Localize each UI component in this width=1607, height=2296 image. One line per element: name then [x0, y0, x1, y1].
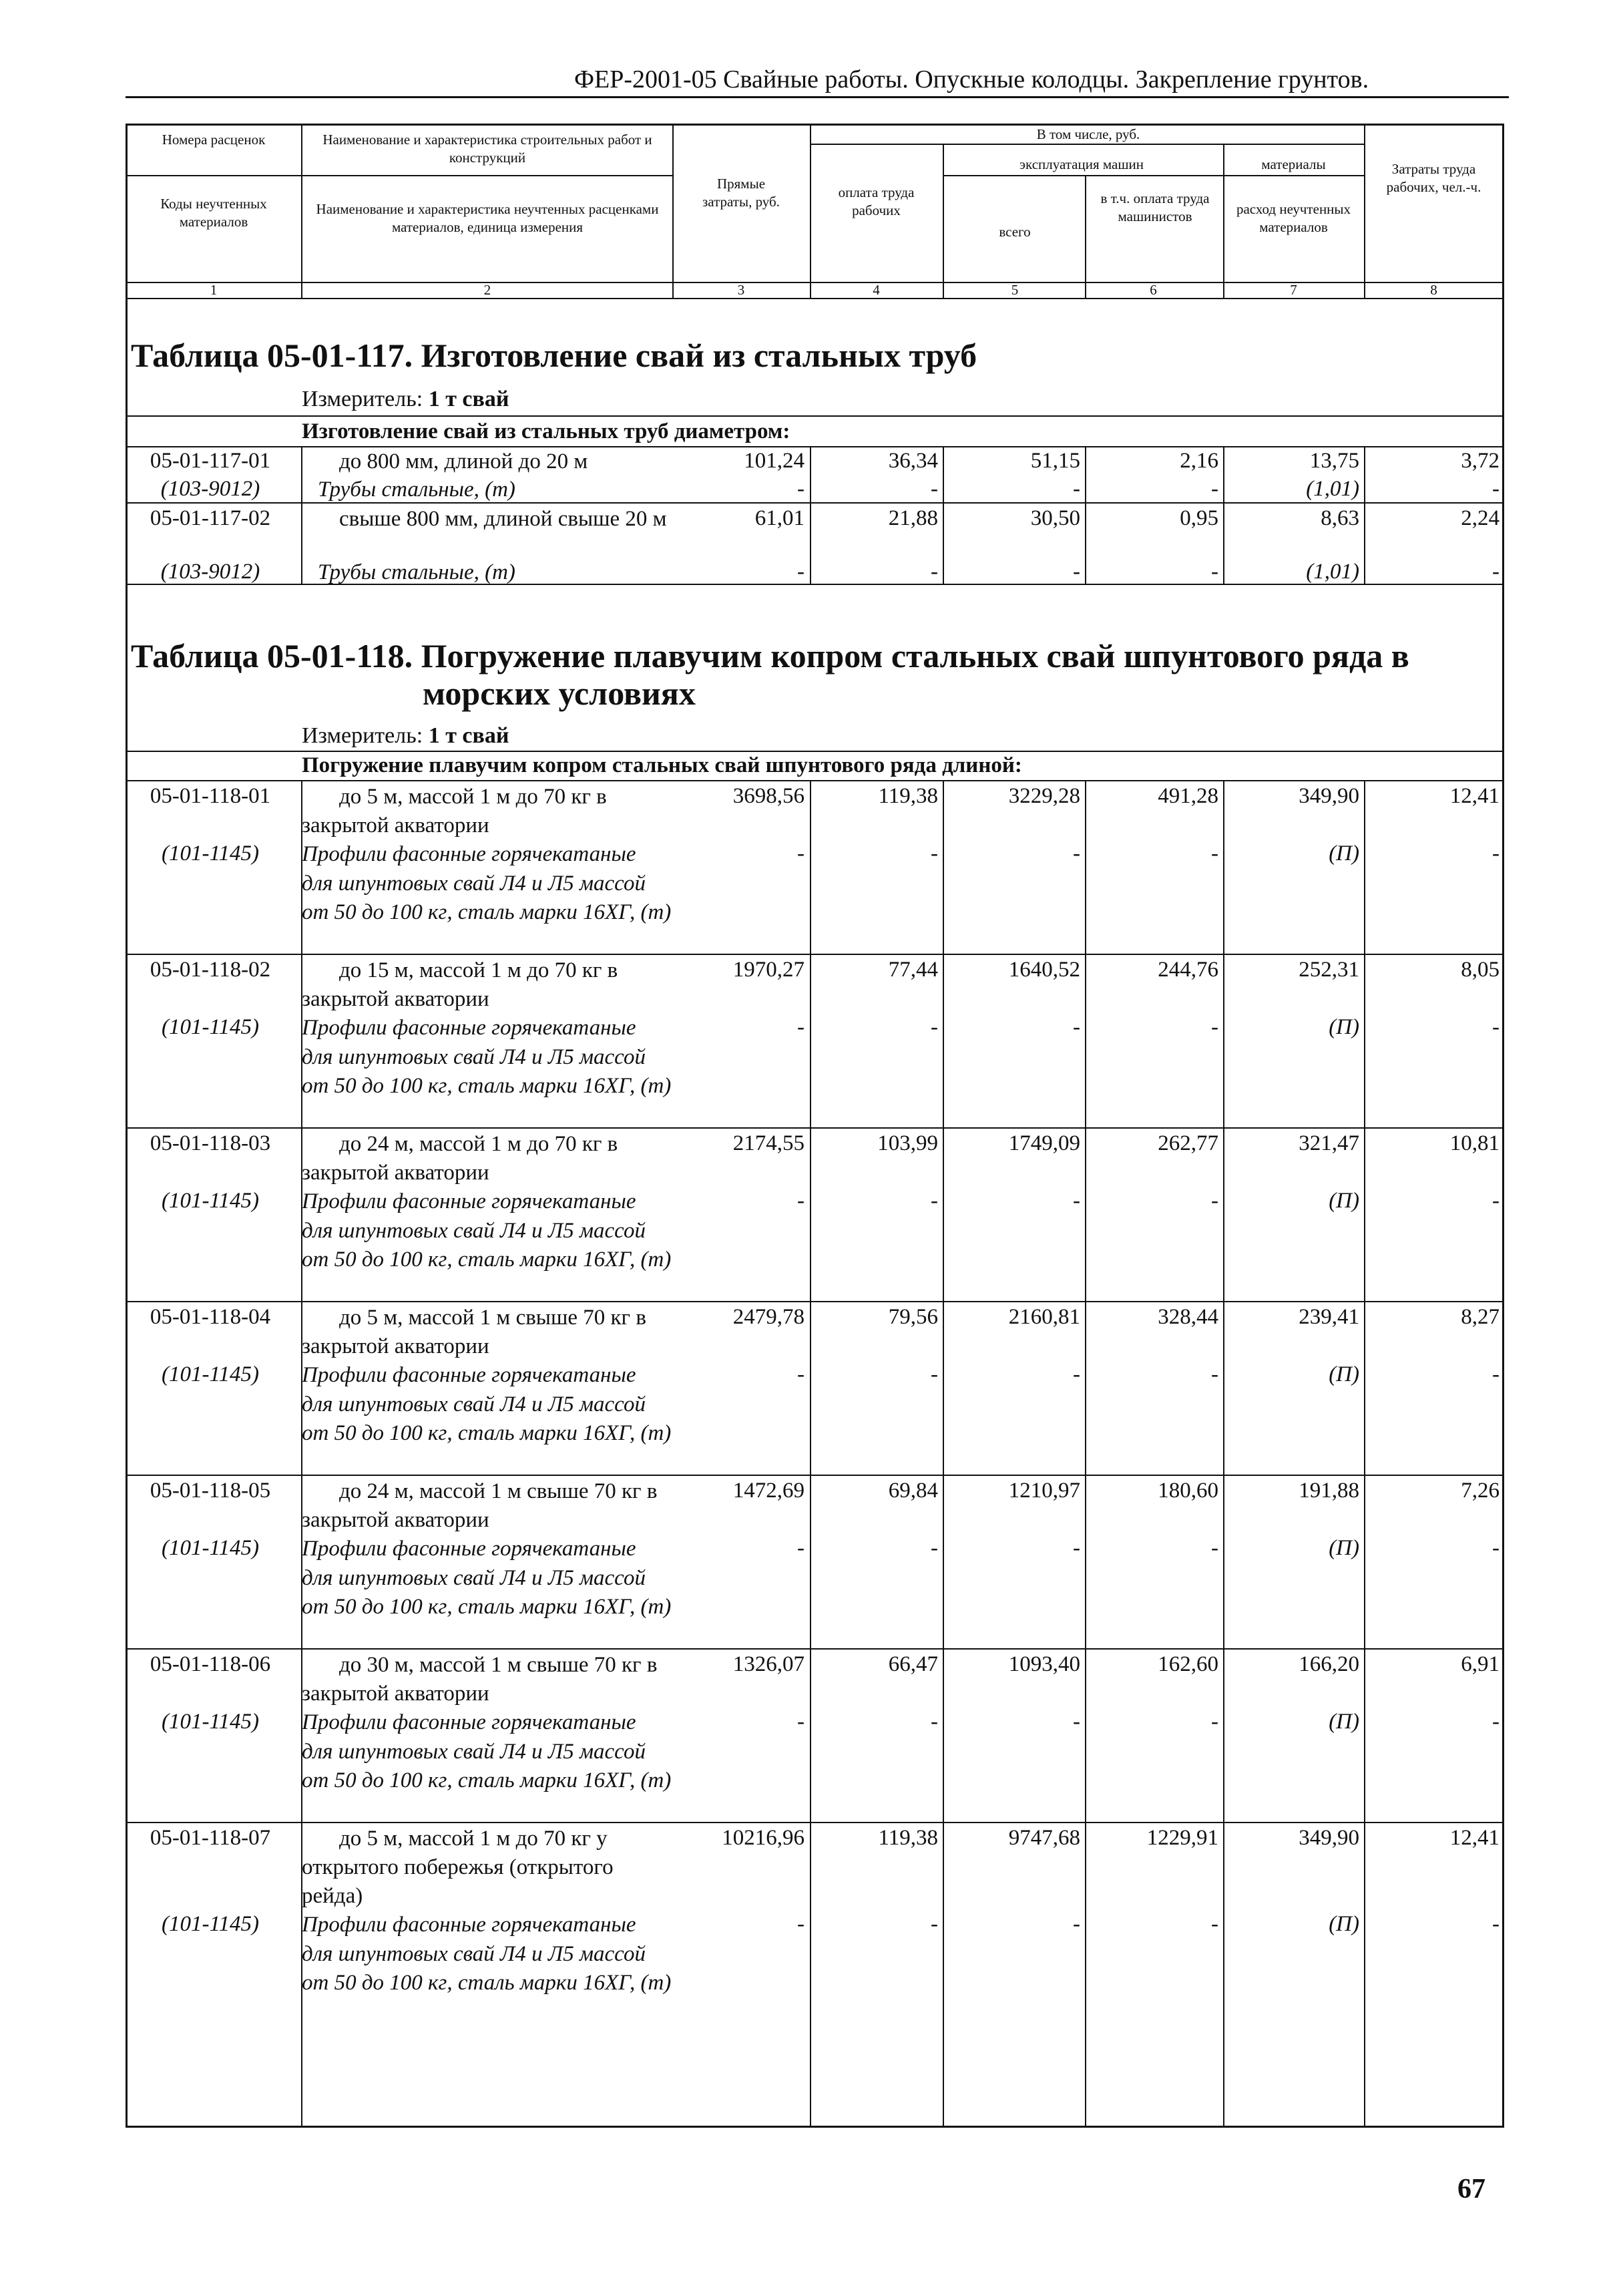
- material-code: (103-9012): [160, 560, 260, 584]
- materials: (П): [1329, 1362, 1359, 1386]
- labor-hours: -: [1492, 1015, 1500, 1039]
- direct-costs: -: [797, 841, 805, 866]
- materials: 8,63: [1321, 506, 1359, 530]
- col-header-work-name: Наименование и характеристика строительных работ и конструкций: [322, 132, 652, 166]
- labor-pay: -: [931, 1536, 938, 1560]
- machines-total: 9747,68: [1008, 1826, 1080, 1850]
- direct-costs: 2174,55: [732, 1131, 805, 1155]
- labor-pay: -: [931, 1912, 938, 1936]
- direct-costs: 3698,56: [732, 784, 805, 808]
- material-description: [302, 558, 672, 588]
- materials: (1,01): [1306, 560, 1359, 584]
- col-number-8: 8: [1430, 282, 1437, 298]
- header-col-rule: [943, 144, 944, 298]
- col-header-machines: эксплуатация машин: [1019, 156, 1144, 172]
- material-description: [302, 1911, 672, 1998]
- material-description-text: Профили фасонные горячекатаные для шпунтовых свай Л4 и Л5 массой от 50 до 100 кг, сталь марки 16ХГ, (т): [302, 1189, 672, 1272]
- table-118-measure-value: 1 т свай: [428, 723, 509, 748]
- row-rule: [126, 584, 1504, 585]
- material-description-text: Профили фасонные горячекатаные для шпунтовых свай Л4 и Л5 массой от 50 до 100 кг, сталь марки 16ХГ, (т): [302, 1363, 672, 1445]
- running-title: ФЕР-2001-05 Свайные работы. Опускные колодцы. Закрепление грунтов.: [574, 65, 1369, 93]
- work-description: [302, 1825, 672, 1911]
- rate-code: 05-01-117-02: [150, 506, 271, 530]
- col-header-labor-hours: Затраты труда рабочих, чел.-ч.: [1386, 161, 1481, 195]
- direct-costs: 2479,78: [732, 1305, 805, 1329]
- rate-code: 05-01-118-05: [150, 1479, 271, 1503]
- material-description: [302, 1187, 672, 1275]
- rate-code: 05-01-118-06: [150, 1652, 271, 1676]
- material-description: [302, 475, 672, 505]
- row-rule: [126, 502, 1504, 504]
- work-description-text: до 24 м, массой 1 м до 70 кг в закрытой акватории: [302, 1132, 618, 1185]
- labor-hours: -: [1492, 477, 1500, 501]
- material-description-text: Профили фасонные горячекатаные для шпунтовых свай Л4 и Л5 массой от 50 до 100 кг, сталь марки 16ХГ, (т): [302, 1710, 672, 1792]
- labor-pay: 119,38: [878, 784, 938, 808]
- material-description-text: Трубы стальные, (т): [318, 560, 515, 584]
- labor-hours: 8,05: [1461, 958, 1500, 982]
- labor-hours: -: [1492, 841, 1500, 866]
- page-number: 67: [1457, 2174, 1485, 2205]
- col-rule: [1364, 780, 1365, 2128]
- col-header-including: В том числе, руб.: [1036, 126, 1140, 142]
- materials: 13,75: [1309, 449, 1359, 473]
- material-code: (101-1145): [161, 1189, 260, 1213]
- machines-total: -: [1073, 1710, 1080, 1734]
- direct-costs: 61,01: [754, 506, 805, 530]
- work-description-text: свыше 800 мм, длиной свыше 20 м: [339, 507, 667, 531]
- col-header-operator-pay: в т.ч. оплата труда машинистов: [1100, 190, 1210, 224]
- labor-pay: 69,84: [888, 1479, 938, 1503]
- machines-total: -: [1073, 1189, 1080, 1213]
- labor-hours: -: [1492, 1362, 1500, 1386]
- table-118-measure-label: Измеритель:: [302, 723, 423, 748]
- operator-pay: -: [1211, 1710, 1218, 1734]
- col-number-4: 4: [873, 282, 880, 298]
- material-description-text: Трубы стальные, (т): [318, 477, 515, 502]
- operator-pay: 180,60: [1158, 1479, 1218, 1503]
- header-col-rule: [1223, 144, 1224, 298]
- col-rule: [1223, 446, 1224, 584]
- material-description-text: Профили фасонные горячекатаные для шпунтовых свай Л4 и Л5 массой от 50 до 100 кг, сталь марки 16ХГ, (т): [302, 1537, 672, 1619]
- col-rule: [1085, 780, 1086, 2128]
- labor-pay: 79,56: [888, 1305, 938, 1329]
- header-col-rule: [301, 124, 302, 298]
- table-117-group-title: Изготовление свай из стальных труб диаметром:: [302, 419, 790, 443]
- direct-costs: 101,24: [744, 449, 805, 473]
- machines-total: -: [1073, 1912, 1080, 1936]
- materials: (П): [1329, 1536, 1359, 1560]
- operator-pay: 1229,91: [1146, 1826, 1218, 1850]
- material-code: (101-1145): [161, 1710, 260, 1734]
- machines-total: 1749,09: [1008, 1131, 1080, 1155]
- machines-total: 30,50: [1030, 506, 1080, 530]
- row-rule: [126, 1475, 1504, 1476]
- col-header-unaccounted-materials: расход неучтенных материалов: [1236, 201, 1351, 235]
- header-rule: [943, 175, 1364, 176]
- material-description: [302, 1361, 672, 1449]
- material-code: (101-1145): [161, 1536, 260, 1560]
- labor-hours: -: [1492, 1912, 1500, 1936]
- work-description: [302, 1130, 672, 1187]
- col-header-materials: материалы: [1261, 156, 1326, 172]
- work-description-text: до 5 м, массой 1 м до 70 кг у открытого побережья (открытого рейда): [302, 1827, 614, 1908]
- work-description-text: до 800 мм, длиной до 20 м: [339, 449, 588, 473]
- materials: 166,20: [1299, 1652, 1359, 1676]
- work-description: [302, 1477, 672, 1535]
- rate-code: 05-01-118-03: [150, 1131, 271, 1155]
- col-number-1: 1: [210, 282, 218, 298]
- col-header-material-codes: Коды неучтенных материалов: [160, 196, 267, 230]
- work-description-text: до 24 м, массой 1 м свыше 70 кг в закрытой акватории: [302, 1479, 658, 1532]
- materials: 239,41: [1299, 1305, 1359, 1329]
- labor-pay: -: [931, 1362, 938, 1386]
- machines-total: 1093,40: [1008, 1652, 1080, 1676]
- materials: 191,88: [1299, 1479, 1359, 1503]
- labor-hours: 8,27: [1461, 1305, 1500, 1329]
- direct-costs: -: [797, 1015, 805, 1039]
- col-number-6: 6: [1150, 282, 1157, 298]
- material-code: (101-1145): [161, 841, 260, 866]
- table-118-title-cont: морских условиях: [423, 675, 696, 712]
- row-rule: [126, 1127, 1504, 1129]
- col-number-7: 7: [1290, 282, 1297, 298]
- header-rule: [810, 144, 1364, 145]
- col-header-direct-costs: Прямые затраты, руб.: [702, 176, 780, 210]
- material-description-text: Профили фасонные горячекатаные для шпунтовых свай Л4 и Л5 массой от 50 до 100 кг, сталь марки 16ХГ, (т): [302, 1913, 672, 1995]
- header-rule: [301, 175, 672, 176]
- col-header-material-name: Наименование и характеристика неучтенных расценками материалов, единица измерения: [316, 201, 659, 235]
- labor-hours: -: [1492, 1710, 1500, 1734]
- machines-total: 3229,28: [1008, 784, 1080, 808]
- operator-pay: -: [1211, 841, 1218, 866]
- direct-costs: 1326,07: [732, 1652, 805, 1676]
- machines-total: -: [1073, 477, 1080, 501]
- row-rule: [126, 415, 1504, 417]
- header-col-rule: [1364, 124, 1365, 298]
- materials: (П): [1329, 1189, 1359, 1213]
- labor-pay: 66,47: [888, 1652, 938, 1676]
- material-code: (101-1145): [161, 1362, 260, 1386]
- row-rule: [126, 1648, 1504, 1650]
- operator-pay: -: [1211, 560, 1218, 584]
- labor-hours: 2,24: [1461, 506, 1500, 530]
- labor-pay: 36,34: [888, 449, 938, 473]
- material-description: [302, 1708, 672, 1796]
- machines-total: -: [1073, 841, 1080, 866]
- labor-pay: -: [931, 1710, 938, 1734]
- direct-costs: 10216,96: [722, 1826, 805, 1850]
- direct-costs: -: [797, 1710, 805, 1734]
- operator-pay: -: [1211, 477, 1218, 501]
- labor-hours: 3,72: [1461, 449, 1500, 473]
- labor-pay: -: [931, 1189, 938, 1213]
- labor-pay: 77,44: [888, 958, 938, 982]
- labor-hours: 12,41: [1449, 1826, 1500, 1850]
- col-rule: [1364, 446, 1365, 584]
- operator-pay: -: [1211, 1362, 1218, 1386]
- rate-code: 05-01-118-02: [150, 958, 271, 982]
- table-117-measure: [302, 386, 509, 413]
- col-rule: [1223, 780, 1224, 2128]
- work-description: [302, 783, 672, 840]
- header-rule: [126, 298, 1504, 299]
- machines-total: -: [1073, 1362, 1080, 1386]
- material-description-text: Профили фасонные горячекатаные для шпунтовых свай Л4 и Л5 массой от 50 до 100 кг, сталь марки 16ХГ, (т): [302, 842, 672, 924]
- materials: 349,90: [1299, 784, 1359, 808]
- labor-hours: 6,91: [1461, 1652, 1500, 1676]
- machines-total: 51,15: [1030, 449, 1080, 473]
- row-rule: [126, 954, 1504, 955]
- material-code: (103-9012): [160, 477, 260, 501]
- work-description: [302, 956, 672, 1014]
- materials: (П): [1329, 841, 1359, 866]
- direct-costs: 1472,69: [732, 1479, 805, 1503]
- machines-total: -: [1073, 560, 1080, 584]
- col-header-machines-total: всего: [999, 224, 1031, 240]
- operator-pay: 262,77: [1158, 1131, 1218, 1155]
- operator-pay: 491,28: [1158, 784, 1218, 808]
- labor-pay: -: [931, 841, 938, 866]
- work-description-text: до 15 м, массой 1 м до 70 кг в закрытой акватории: [302, 958, 618, 1011]
- labor-pay: 21,88: [888, 506, 938, 530]
- rate-code: 05-01-118-07: [150, 1826, 271, 1850]
- operator-pay: -: [1211, 1536, 1218, 1560]
- labor-pay: 103,99: [877, 1131, 938, 1155]
- header-rule: [126, 175, 301, 176]
- operator-pay: 244,76: [1158, 958, 1218, 982]
- table-118-group-title: Погружение плавучим копром стальных свай шпунтового ряда длиной:: [302, 753, 1022, 777]
- labor-hours: 12,41: [1449, 784, 1500, 808]
- labor-pay: -: [931, 477, 938, 501]
- labor-hours: -: [1492, 1536, 1500, 1560]
- operator-pay: 0,95: [1180, 506, 1218, 530]
- operator-pay: 2,16: [1180, 449, 1218, 473]
- header-col-rule: [810, 124, 811, 298]
- machines-total: 1210,97: [1008, 1479, 1080, 1503]
- table-118-measure: [302, 723, 509, 749]
- col-header-labor-pay: оплата труда рабочих: [838, 184, 915, 218]
- rate-code: 05-01-117-01: [150, 449, 271, 473]
- material-code: (101-1145): [161, 1015, 260, 1039]
- direct-costs: -: [797, 1362, 805, 1386]
- direct-costs: 1970,27: [732, 958, 805, 982]
- work-description: [302, 505, 672, 534]
- table-117-measure-value: 1 т свай: [428, 387, 509, 411]
- rate-code: 05-01-118-04: [150, 1305, 271, 1329]
- labor-hours: 10,81: [1449, 1131, 1500, 1155]
- materials: (П): [1329, 1015, 1359, 1039]
- materials: (П): [1329, 1912, 1359, 1936]
- labor-pay: -: [931, 560, 938, 584]
- material-description: [302, 1535, 672, 1622]
- operator-pay: 162,60: [1158, 1652, 1218, 1676]
- material-description: [302, 840, 672, 928]
- machines-total: 1640,52: [1008, 958, 1080, 982]
- direct-costs: -: [797, 1912, 805, 1936]
- table-117-title: Таблица 05-01-117. Изготовление свай из стальных труб: [131, 337, 977, 374]
- operator-pay: 328,44: [1158, 1305, 1218, 1329]
- material-description: [302, 1014, 672, 1101]
- row-rule: [126, 1301, 1504, 1302]
- work-description: [302, 447, 672, 476]
- work-description: [302, 1651, 672, 1708]
- col-rule: [943, 780, 944, 2128]
- materials: 321,47: [1299, 1131, 1359, 1155]
- direct-costs: -: [797, 477, 805, 501]
- operator-pay: -: [1211, 1189, 1218, 1213]
- materials: 349,90: [1299, 1826, 1359, 1850]
- direct-costs: -: [797, 1189, 805, 1213]
- work-description-text: до 5 м, массой 1 м свыше 70 кг в закрытой акватории: [302, 1306, 646, 1358]
- labor-pay: 119,38: [878, 1826, 938, 1850]
- col-number-3: 3: [737, 282, 745, 298]
- operator-pay: -: [1211, 1912, 1218, 1936]
- table-117-measure-label: Измеритель:: [302, 387, 423, 411]
- labor-hours: -: [1492, 1189, 1500, 1213]
- header-col-rule: [672, 124, 674, 298]
- direct-costs: -: [797, 560, 805, 584]
- rate-code: 05-01-118-01: [150, 784, 271, 808]
- col-number-5: 5: [1011, 282, 1019, 298]
- col-header-rate-numbers: Номера расценок: [162, 132, 266, 148]
- operator-pay: -: [1211, 1015, 1218, 1039]
- materials: (П): [1329, 1710, 1359, 1734]
- running-title-rule: [126, 96, 1509, 98]
- labor-pay: -: [931, 1015, 938, 1039]
- machines-total: -: [1073, 1536, 1080, 1560]
- work-description-text: до 30 м, массой 1 м свыше 70 кг в закрытой акватории: [302, 1653, 658, 1706]
- table-118-title: Таблица 05-01-118. Погружение плавучим копром стальных свай шпунтового ряда в: [131, 637, 1409, 675]
- row-rule: [126, 780, 1504, 781]
- header-col-rule: [1085, 175, 1086, 298]
- col-rule: [943, 446, 944, 584]
- labor-hours: -: [1492, 560, 1500, 584]
- col-number-2: 2: [483, 282, 491, 298]
- machines-total: 2160,81: [1008, 1305, 1080, 1329]
- work-description-text: до 5 м, массой 1 м до 70 кг в закрытой акватории: [302, 785, 607, 837]
- row-rule: [126, 1822, 1504, 1823]
- col-rule: [1085, 446, 1086, 584]
- material-code: (101-1145): [161, 1912, 260, 1936]
- material-description-text: Профили фасонные горячекатаные для шпунтовых свай Л4 и Л5 массой от 50 до 100 кг, сталь марки 16ХГ, (т): [302, 1016, 672, 1098]
- materials: (1,01): [1306, 477, 1359, 501]
- work-description: [302, 1304, 672, 1361]
- direct-costs: -: [797, 1536, 805, 1560]
- materials: 252,31: [1299, 958, 1359, 982]
- labor-hours: 7,26: [1461, 1479, 1500, 1503]
- machines-total: -: [1073, 1015, 1080, 1039]
